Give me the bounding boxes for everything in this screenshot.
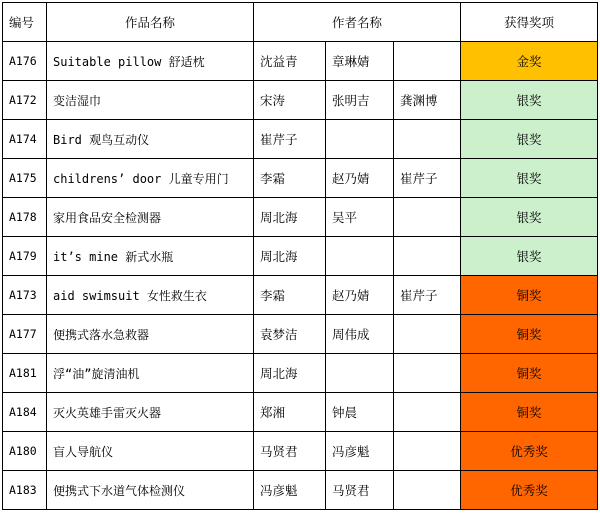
table-row — [3, 276, 598, 315]
table-row — [3, 42, 598, 81]
entry-title: aid swimsuit 女性救生衣 — [47, 276, 254, 315]
award-table — [2, 2, 598, 510]
author-2: 钟晨 — [326, 393, 394, 432]
table-row — [3, 81, 598, 120]
author-2: 赵乃婧 — [326, 159, 394, 198]
header-title: 作品名称 — [47, 3, 254, 42]
author-1: 郑湘 — [254, 393, 326, 432]
author-2: 周伟成 — [326, 315, 394, 354]
award-badge: 铜奖 — [461, 354, 598, 393]
entry-title: 便携式下水道气体检测仪 — [47, 471, 254, 510]
table-row — [3, 315, 598, 354]
author-3: 龚渊博 — [394, 81, 461, 120]
entry-title: it’s mine 新式水瓶 — [47, 237, 254, 276]
table-row — [3, 120, 598, 159]
author-2 — [326, 354, 394, 393]
table-row — [3, 198, 598, 237]
author-2: 冯彦魁 — [326, 432, 394, 471]
entry-title: 盲人导航仪 — [47, 432, 254, 471]
table-row — [3, 354, 598, 393]
author-2: 章琳婧 — [326, 42, 394, 81]
author-1: 崔芹子 — [254, 120, 326, 159]
award-badge: 银奖 — [461, 159, 598, 198]
author-3: 崔芹子 — [394, 276, 461, 315]
author-1: 周北海 — [254, 354, 326, 393]
entry-title: 家用食品安全检测器 — [47, 198, 254, 237]
author-2: 张明吉 — [326, 81, 394, 120]
entry-id: A175 — [3, 159, 47, 198]
author-1: 宋涛 — [254, 81, 326, 120]
author-1: 李霜 — [254, 276, 326, 315]
author-3 — [394, 42, 461, 81]
award-badge: 银奖 — [461, 120, 598, 159]
author-3 — [394, 198, 461, 237]
table-row — [3, 432, 598, 471]
award-badge: 银奖 — [461, 237, 598, 276]
author-3 — [394, 393, 461, 432]
author-1: 沈益青 — [254, 42, 326, 81]
author-3 — [394, 237, 461, 276]
table-body — [3, 3, 598, 510]
author-3 — [394, 120, 461, 159]
author-2: 马贤君 — [326, 471, 394, 510]
entry-title: 便携式落水急救器 — [47, 315, 254, 354]
entry-id: A184 — [3, 393, 47, 432]
entry-title: childrens’ door 儿童专用门 — [47, 159, 254, 198]
entry-id: A174 — [3, 120, 47, 159]
author-1: 冯彦魁 — [254, 471, 326, 510]
author-3: 崔芹子 — [394, 159, 461, 198]
author-2: 吴平 — [326, 198, 394, 237]
header-row — [3, 3, 598, 42]
entry-id: A181 — [3, 354, 47, 393]
entry-id: A183 — [3, 471, 47, 510]
author-3 — [394, 315, 461, 354]
entry-id: A180 — [3, 432, 47, 471]
table-row — [3, 159, 598, 198]
entry-id: A172 — [3, 81, 47, 120]
header-authors: 作者名称 — [254, 3, 461, 42]
award-badge: 铜奖 — [461, 276, 598, 315]
entry-title: 浮“油”旋清油机 — [47, 354, 254, 393]
entry-id: A179 — [3, 237, 47, 276]
entry-id: A173 — [3, 276, 47, 315]
entry-title: 变洁湿巾 — [47, 81, 254, 120]
award-badge: 优秀奖 — [461, 432, 598, 471]
entry-id: A178 — [3, 198, 47, 237]
table-row — [3, 237, 598, 276]
author-3 — [394, 471, 461, 510]
header-id: 编号 — [3, 3, 47, 42]
entry-id: A177 — [3, 315, 47, 354]
entry-title: Suitable pillow 舒适枕 — [47, 42, 254, 81]
award-badge: 铜奖 — [461, 315, 598, 354]
author-3 — [394, 432, 461, 471]
entry-title: Bird 观鸟互动仪 — [47, 120, 254, 159]
author-2 — [326, 120, 394, 159]
award-badge: 银奖 — [461, 198, 598, 237]
award-badge: 金奖 — [461, 42, 598, 81]
author-1: 李霜 — [254, 159, 326, 198]
author-1: 马贤君 — [254, 432, 326, 471]
award-badge: 优秀奖 — [461, 471, 598, 510]
entry-id: A176 — [3, 42, 47, 81]
header-award: 获得奖项 — [461, 3, 598, 42]
author-1: 周北海 — [254, 198, 326, 237]
table-row — [3, 393, 598, 432]
author-2 — [326, 237, 394, 276]
author-3 — [394, 354, 461, 393]
award-badge: 银奖 — [461, 81, 598, 120]
author-2: 赵乃婧 — [326, 276, 394, 315]
entry-title: 灭火英雄手雷灭火器 — [47, 393, 254, 432]
table-row — [3, 471, 598, 510]
author-1: 周北海 — [254, 237, 326, 276]
author-1: 袁梦洁 — [254, 315, 326, 354]
award-badge: 铜奖 — [461, 393, 598, 432]
